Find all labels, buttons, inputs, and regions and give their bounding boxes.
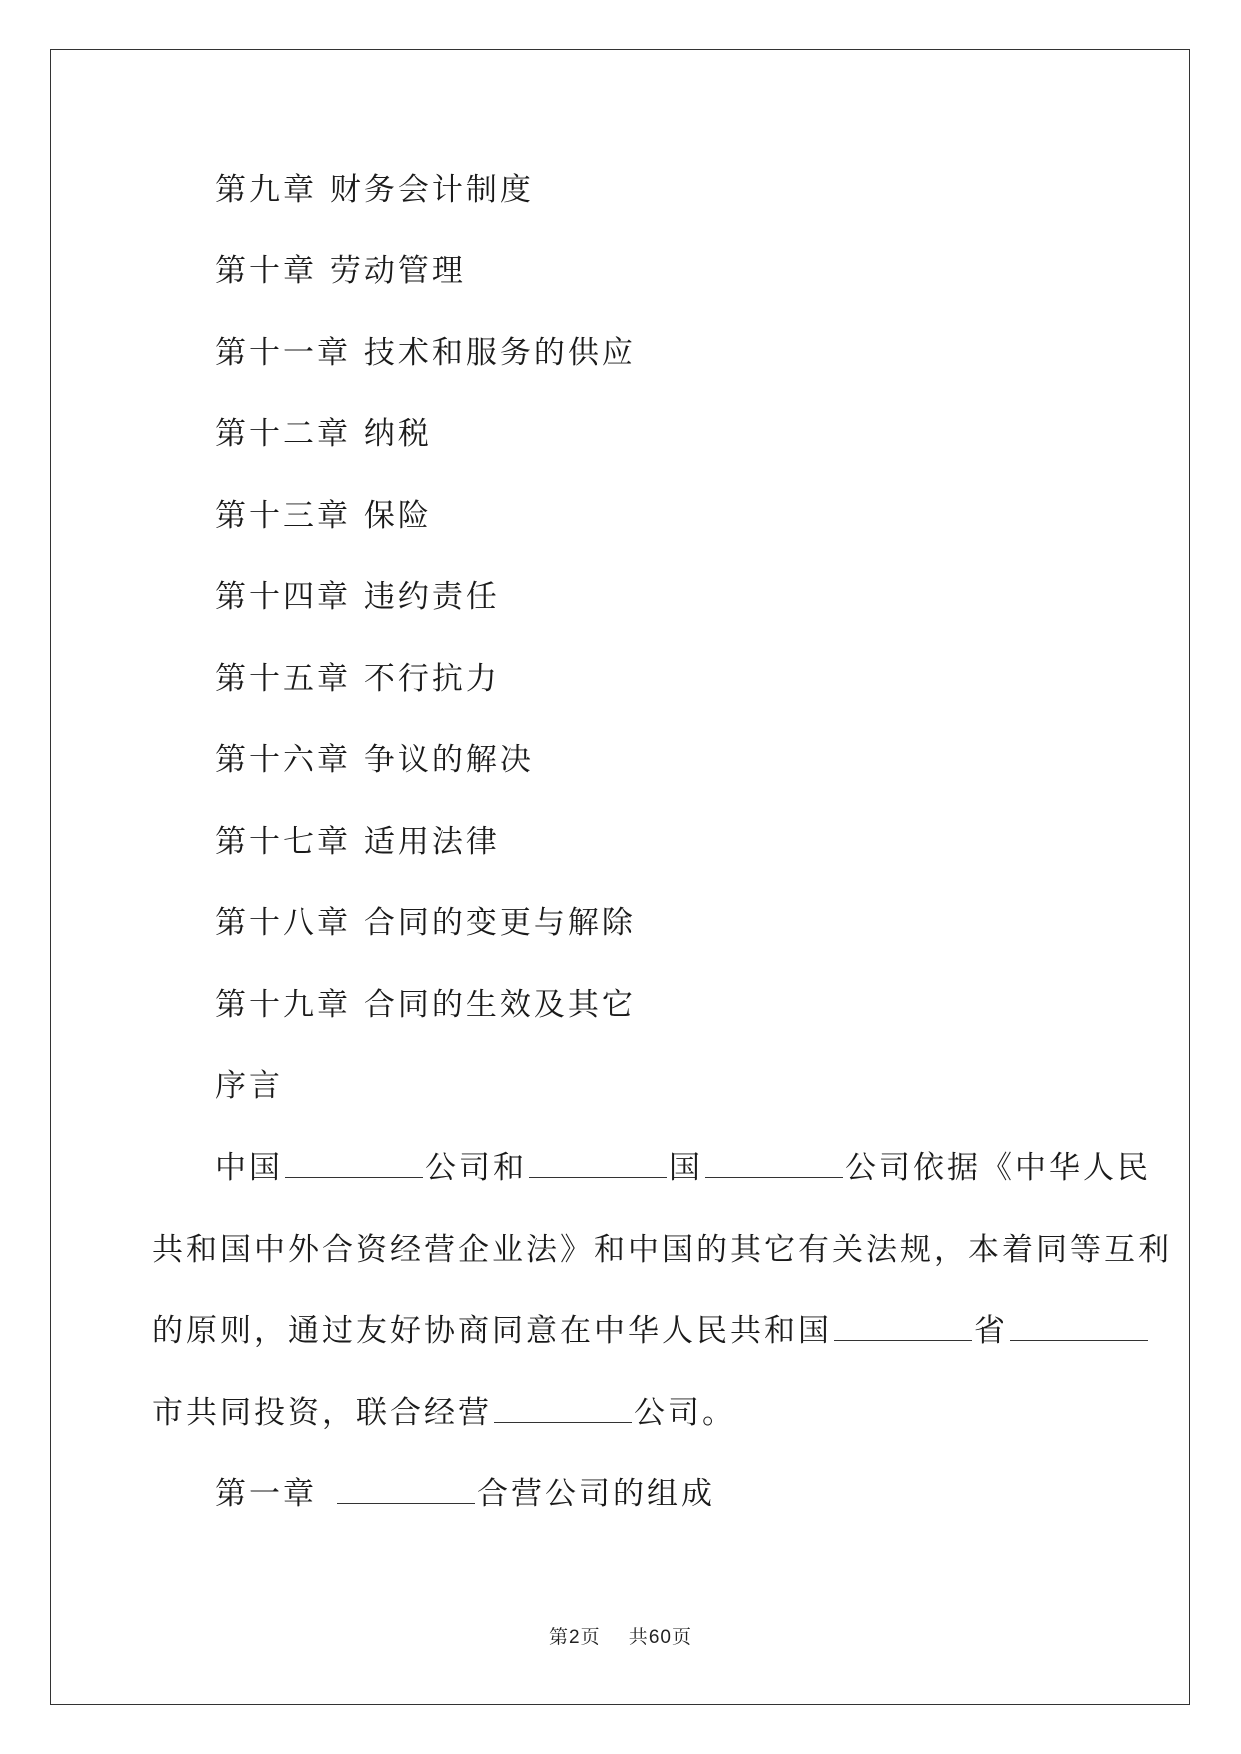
toc-chapter: 第十章: [215, 253, 317, 289]
toc-title: 不行抗力: [363, 661, 500, 697]
footer-text: 页: [671, 1626, 692, 1648]
fill-in-blank[interactable]: [494, 1394, 632, 1423]
toc-title: 争议的解决: [363, 742, 534, 778]
preface-heading: 序言: [215, 1068, 283, 1104]
fill-in-blank[interactable]: [834, 1312, 972, 1341]
fill-in-blank[interactable]: [529, 1149, 667, 1178]
text-segment: 市共同投资，联合经营: [152, 1395, 492, 1431]
toc-chapter: 第十二章: [215, 416, 351, 452]
text-segment: 公司和: [425, 1150, 527, 1186]
fill-in-blank[interactable]: [337, 1475, 475, 1504]
chapter-heading: [215, 1474, 715, 1514]
toc-line: [215, 333, 636, 373]
toc-chapter: 第十四章: [215, 579, 351, 615]
toc-line: [215, 740, 534, 780]
text-segment: 国: [669, 1150, 703, 1186]
footer-text: 共: [628, 1626, 649, 1648]
toc-line: [215, 414, 432, 454]
toc-line: [215, 496, 432, 536]
page-footer: [0, 1622, 1241, 1649]
toc-title: 劳动管理: [329, 253, 466, 289]
preface-paragraph-line-3: [152, 1311, 1150, 1351]
toc-line: [215, 822, 500, 862]
toc-title: 财务会计制度: [329, 172, 534, 208]
toc-line: [215, 170, 534, 210]
total-pages: 60: [648, 1627, 672, 1648]
toc-title: 合同的生效及其它: [363, 987, 636, 1023]
toc-line: [215, 251, 466, 291]
toc-line: [215, 577, 500, 617]
text-segment: 中国: [215, 1150, 283, 1186]
toc-chapter: 第十八章: [215, 905, 351, 941]
page-border: [50, 49, 1190, 1705]
toc-title: 合同的变更与解除: [363, 905, 636, 941]
toc-title: 纳税: [363, 416, 432, 452]
toc-title: 技术和服务的供应: [363, 335, 636, 371]
preface-paragraph-line-4: [152, 1393, 736, 1433]
toc-chapter: 第十五章: [215, 661, 351, 697]
text-segment: 的原则，通过友好协商同意在中华人民共和国: [152, 1313, 832, 1349]
footer-text: 页: [580, 1626, 601, 1648]
preface-paragraph-line-1: [215, 1148, 1151, 1188]
fill-in-blank[interactable]: [705, 1149, 843, 1178]
toc-chapter: 第十六章: [215, 742, 351, 778]
toc-chapter: 第九章: [215, 172, 317, 208]
chapter-label: 第一章: [215, 1476, 317, 1512]
page-number: 2: [569, 1627, 581, 1648]
toc-chapter: 第十九章: [215, 987, 351, 1023]
toc-title: 保险: [363, 498, 432, 534]
fill-in-blank[interactable]: [285, 1149, 423, 1178]
toc-chapter: 第十一章: [215, 335, 351, 371]
toc-line: [215, 903, 636, 943]
chapter-title: 合营公司的组成: [477, 1476, 715, 1512]
text-segment: 公司依据《中华人民: [845, 1150, 1151, 1186]
text-segment: 公司。: [634, 1395, 736, 1431]
preface-paragraph-line-2: 共和国中外合资经营企业法》和中国的其它有关法规，本着同等互利: [152, 1232, 1172, 1268]
toc-title: 适用法律: [363, 824, 500, 860]
fill-in-blank[interactable]: [1010, 1312, 1148, 1341]
toc-title: 违约责任: [363, 579, 500, 615]
toc-chapter: 第十七章: [215, 824, 351, 860]
toc-line: [215, 985, 636, 1025]
footer-text: 第: [549, 1626, 570, 1648]
toc-chapter: 第十三章: [215, 498, 351, 534]
toc-line: [215, 659, 500, 699]
text-segment: 省: [974, 1313, 1008, 1349]
